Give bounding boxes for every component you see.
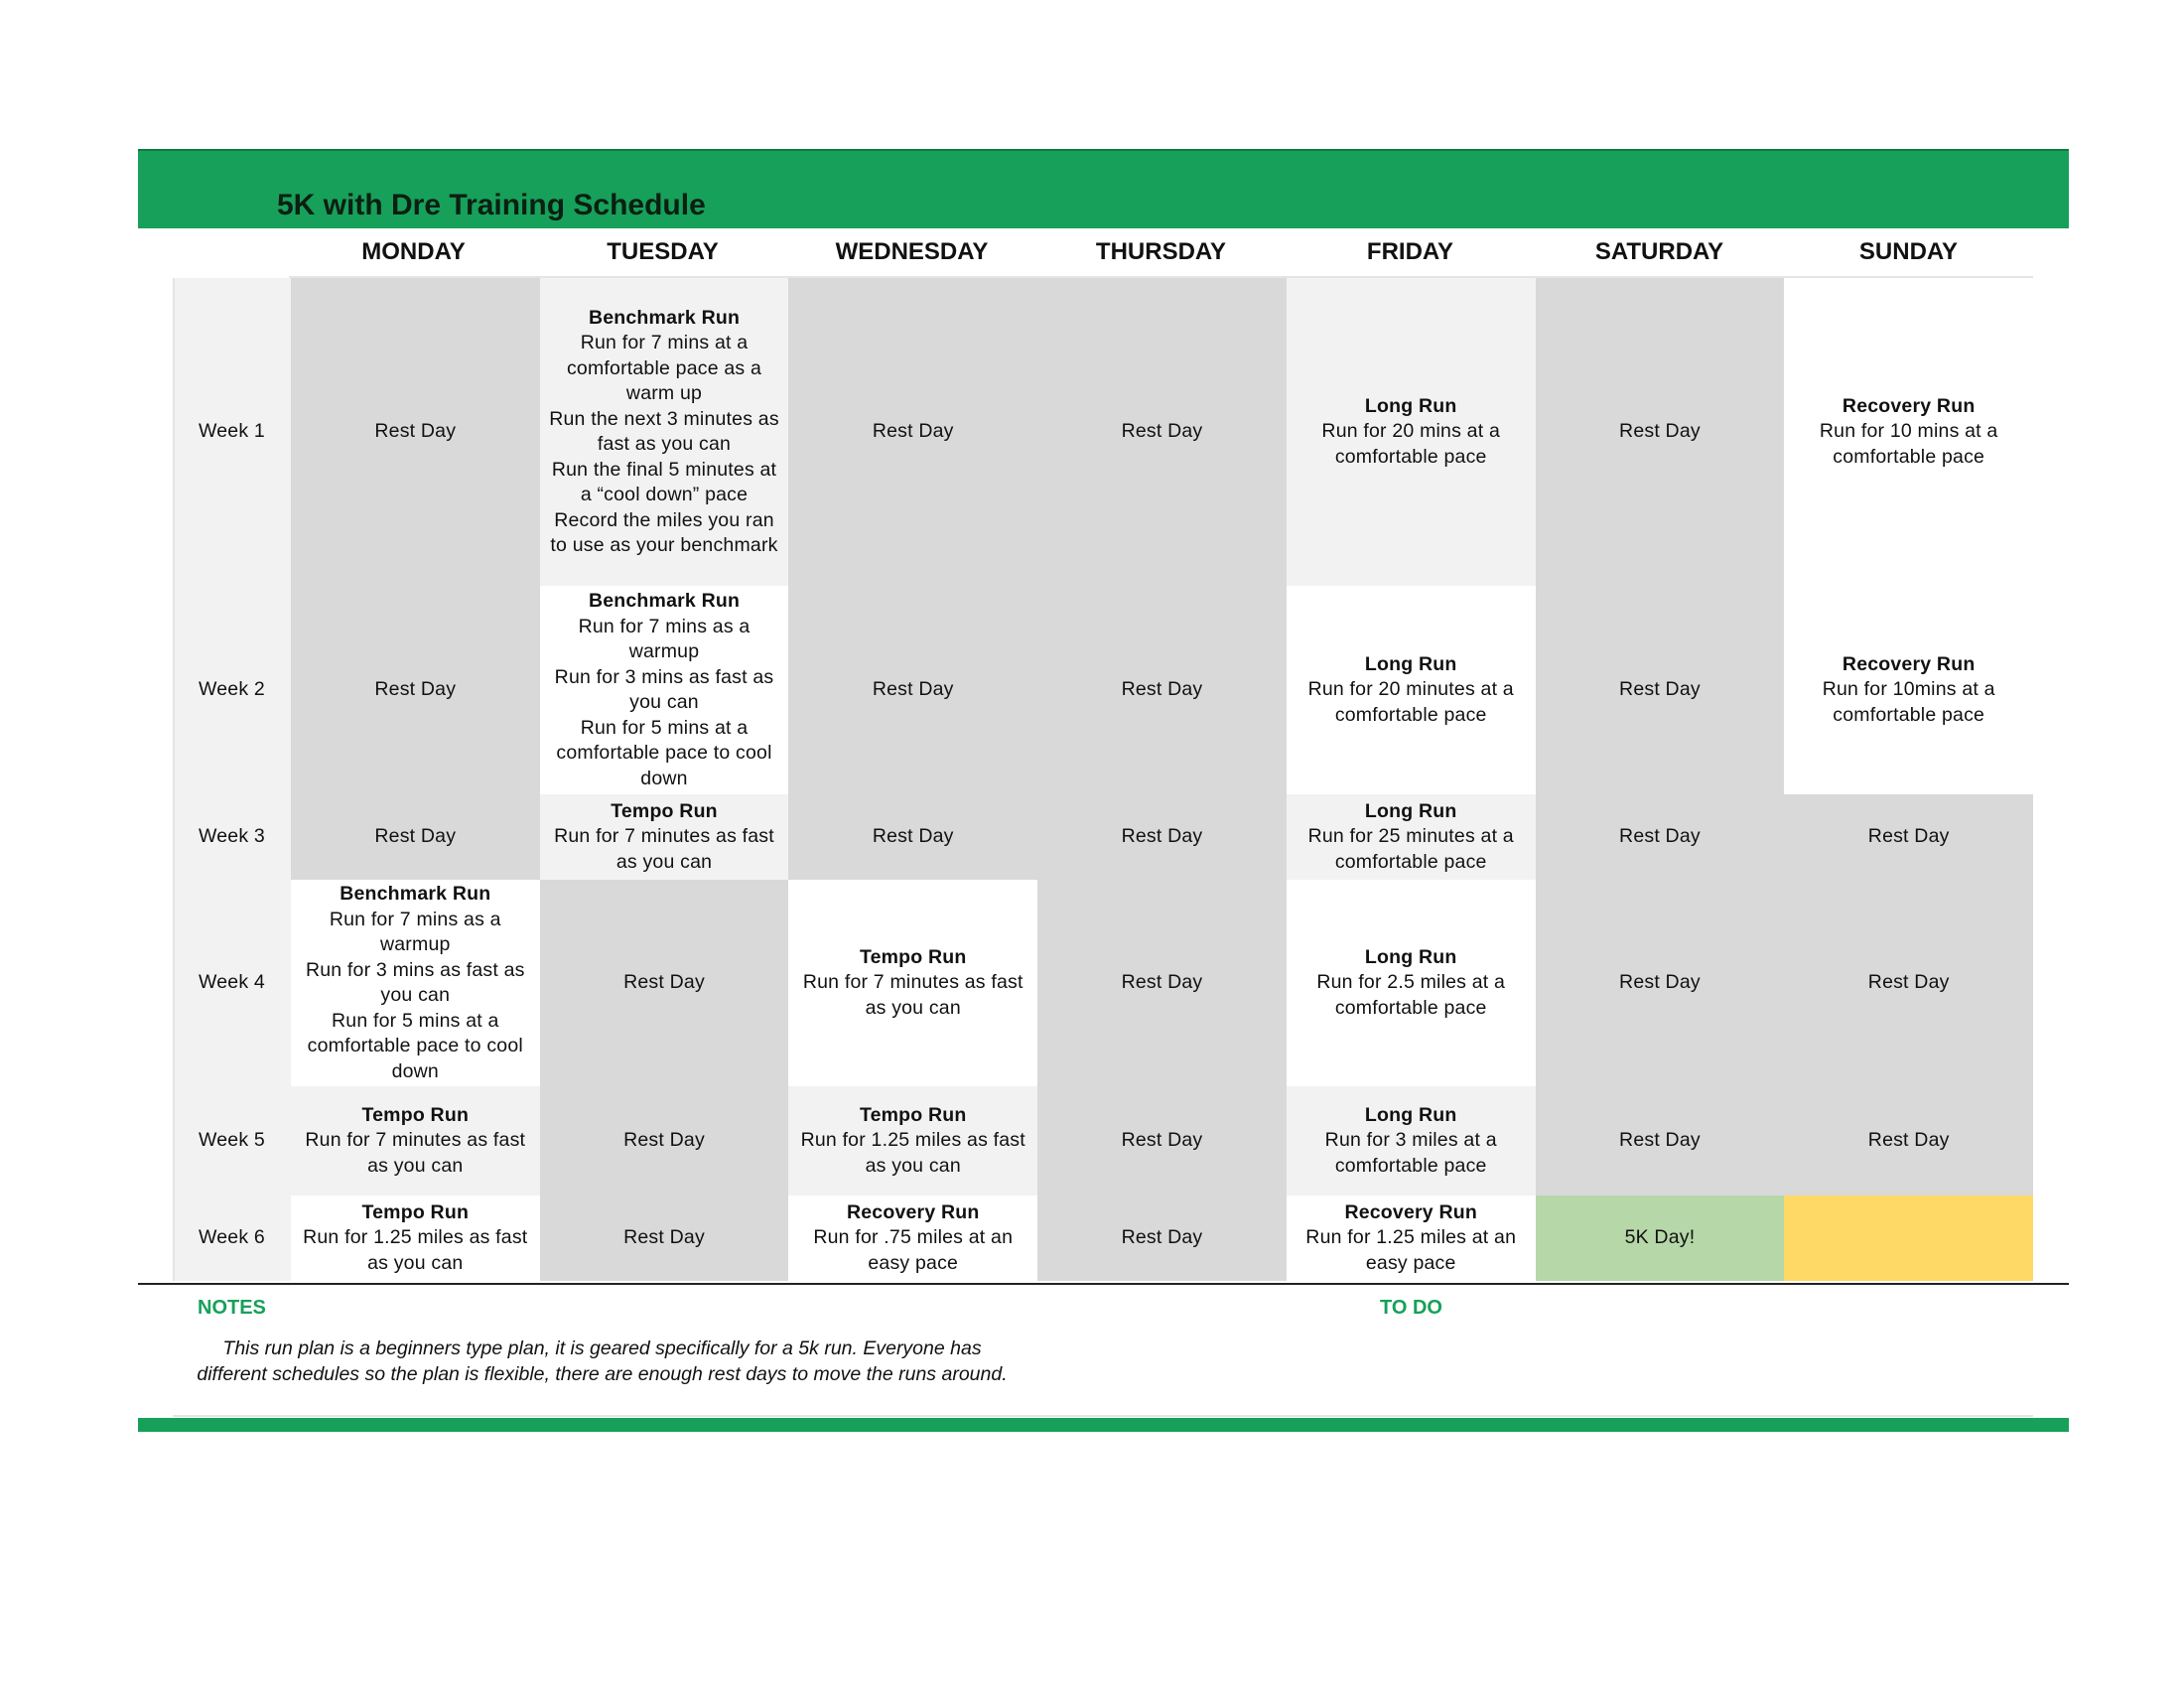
schedule-cell [291,1196,540,1281]
day-note: Rest Day [1619,825,1701,848]
schedule-cell [291,880,540,1086]
workout-title: Tempo Run [361,1200,470,1223]
day-note: Rest Day [374,420,457,443]
schedule-cell [788,1086,1037,1196]
workout-title: Tempo Run [361,1103,470,1126]
week-row [175,278,2033,586]
schedule-cell [788,1196,1037,1281]
week-label: Week 3 [175,794,291,880]
workout-description: Run for 7 mins as a warmup Run for 3 mins as fast as you can Run for 5 mins at a comfortable pace to cool down [554,615,774,789]
workout-description: Run for 10mins at a comfortable pace [1822,678,1995,726]
workout-description: Run for 3 miles at a comfortable pace [1324,1129,1497,1177]
schedule-cell [291,278,540,586]
workout-title: Long Run [1364,945,1457,968]
day-header-friday: FRIDAY [1366,238,1454,265]
workout-title: Recovery Run [846,1200,980,1223]
schedule-cell [788,278,1037,586]
schedule-cell [1287,1086,1536,1196]
day-note: Rest Day [374,825,457,848]
day-header-saturday: SATURDAY [1594,238,1724,265]
workout-description: Run for 7 mins at a comfortable pace as a warm up Run the next 3 minutes as fast as you can Run the final 5 minutes at a “cool down” pace Record the miles you ran to use as your benchmark [549,332,779,556]
day-note: Rest Day [1867,971,1950,994]
week-label: Week 2 [175,586,291,794]
workout-description: Run for 20 mins at a comfortable pace [1321,420,1500,468]
schedule-cell [1784,794,2033,880]
day-note: Rest Day [872,678,954,701]
workout-description: Run for 7 minutes as fast as you can [554,825,774,873]
week-label: Week 1 [175,278,291,586]
day-note: Rest Day [1619,1129,1701,1152]
week-row [175,794,2033,880]
day-header-wednesday: WEDNESDAY [835,238,989,265]
workout-description: Run for 1.25 miles as fast as you can [800,1129,1025,1177]
day-note: Rest Day [1121,420,1203,443]
schedule-cell [1287,880,1536,1086]
footer-rule [173,1415,2033,1417]
week-row [175,880,2033,1086]
schedule-cell [540,1086,789,1196]
day-note: Rest Day [623,971,705,994]
table-bottom-rule [138,1283,2069,1285]
schedule-cell [1037,880,1287,1086]
schedule-cell [540,880,789,1086]
schedule-cell [1536,880,1785,1086]
schedule-cell [1037,794,1287,880]
workout-title: Long Run [1364,799,1457,822]
schedule-cell [1784,278,2033,586]
workout-title: Tempo Run [859,945,967,968]
day-header-monday: MONDAY [361,238,466,265]
workout-description: Run for 7 minutes as fast as you can [305,1129,526,1177]
schedule-cell [1037,586,1287,794]
day-note: Rest Day [1619,678,1701,701]
header-band [138,149,2069,228]
schedule-cell [540,586,789,794]
workout-title: Tempo Run [611,799,718,822]
workout-title: Recovery Run [1344,1200,1477,1223]
todo-label: TO DO [1380,1297,1442,1319]
week-label: Week 5 [175,1086,291,1196]
day-note: 5K Day! [1624,1226,1696,1249]
workout-description: Run for 7 mins as a warmup Run for 3 mins as fast as you can Run for 5 mins at a comfortable pace to cool down [305,908,525,1082]
schedule-cell [1037,1196,1287,1281]
schedule-cell [1784,586,2033,794]
schedule-cell [1784,880,2033,1086]
workout-description: Run for 10 mins at a comfortable pace [1819,420,1998,468]
schedule-cell [1536,586,1785,794]
schedule-cell [788,586,1037,794]
workout-title: Long Run [1364,394,1457,417]
week-row [175,1196,2033,1281]
schedule-cell [1037,278,1287,586]
workout-description: Run for 1.25 miles at an easy pace [1305,1226,1517,1274]
workout-title: Long Run [1364,1103,1457,1126]
workout-description: Run for 20 minutes at a comfortable pace [1307,678,1514,726]
workout-title: Recovery Run [1842,652,1976,675]
workout-description: Run for 25 minutes at a comfortable pace [1307,825,1514,873]
workout-title: Recovery Run [1842,394,1976,417]
schedule-cell [1784,1086,2033,1196]
schedule-cell [788,794,1037,880]
workout-title: Benchmark Run [588,590,741,612]
schedule-cell [291,1086,540,1196]
day-note: Rest Day [872,825,954,848]
schedule-cell [1287,1196,1536,1281]
day-note: Rest Day [1867,825,1950,848]
schedule-cell [788,880,1037,1086]
day-note: Rest Day [623,1226,705,1249]
schedule-cell [291,586,540,794]
day-note: Rest Day [1619,420,1701,443]
day-header-tuesday: TUESDAY [607,238,719,265]
schedule-cell [1536,278,1785,586]
schedule-cell [1287,278,1536,586]
workout-title: Long Run [1364,652,1457,675]
week-row [175,586,2033,794]
day-note: Rest Day [1121,1129,1203,1152]
week-label: Week 6 [175,1196,291,1281]
workout-description: Run for 1.25 miles as fast as you can [303,1226,528,1274]
schedule-cell [1536,1086,1785,1196]
workout-title: Benchmark Run [340,883,491,905]
workout-description: Run for 2.5 miles at a comfortable pace [1316,971,1506,1019]
day-note: Rest Day [1121,1226,1203,1249]
day-note: Rest Day [623,1129,705,1152]
day-note: Rest Day [374,678,457,701]
notes-label: NOTES [198,1297,266,1319]
week-label: Week 4 [175,880,291,1086]
footer-band [138,1418,2069,1432]
week-row [175,1086,2033,1196]
schedule-cell [540,1196,789,1281]
workout-description: Run for .75 miles at an easy pace [813,1226,1014,1274]
schedule-cell [1536,1196,1785,1281]
day-header-row [289,234,2033,278]
day-note: Rest Day [1619,971,1701,994]
schedule-cell [1037,1086,1287,1196]
day-note: Rest Day [1867,1129,1950,1152]
day-note: Rest Day [1121,678,1203,701]
day-note: Rest Day [872,420,954,443]
page-title: 5K with Dre Training Schedule [277,189,706,221]
day-header-thursday: THURSDAY [1095,238,1227,265]
schedule-cell [291,794,540,880]
notes-text: This run plan is a beginners type plan, it is geared specifically for a 5k run. Everyone has different schedules so the plan is flexible, there are enough rest days to move the runs around. [197,1337,1008,1385]
day-note: Rest Day [1121,825,1203,848]
schedule-cell [1287,794,1536,880]
schedule-grid [173,278,2033,1281]
workout-title: Tempo Run [859,1103,967,1126]
day-header-sunday: SUNDAY [1858,238,1959,265]
schedule-cell [1784,1196,2033,1281]
schedule-cell [1287,586,1536,794]
workout-title: Benchmark Run [588,306,741,329]
workout-description: Run for 7 minutes as fast as you can [802,971,1024,1019]
day-note: Rest Day [1121,971,1203,994]
schedule-cell [540,278,789,586]
schedule-cell [540,794,789,880]
schedule-cell [1536,794,1785,880]
